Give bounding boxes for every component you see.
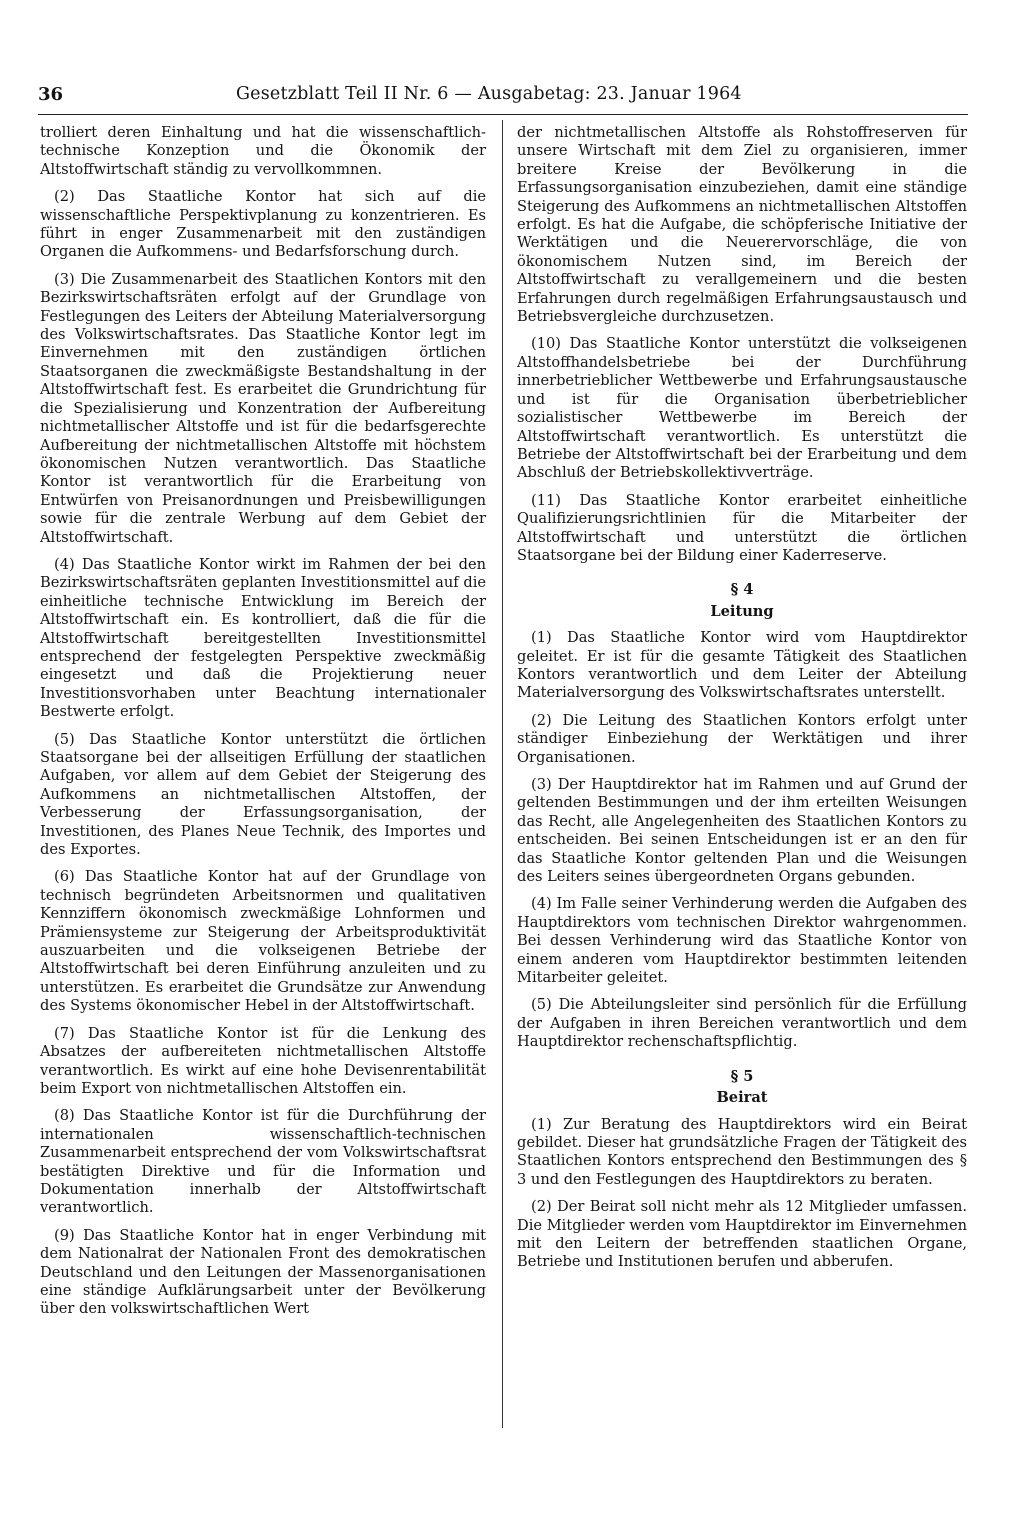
header-rule: [38, 114, 968, 115]
section-4-paragraph-1: (1) Das Staatliche Kontor wird vom Hauptdirektor geleitet. Er ist für die gesamte Tätigkeit des Staatlichen Kontors verantwortlich und dem Leiter der Abteilung Materialversorgung des Volkswirtschaftsrates unterstellt.: [517, 629, 967, 702]
paragraph-8: (8) Das Staatliche Kontor ist für die Durchführung der internationalen wissenschaftlich-technischen Zusammenarbeit entsprechend der vom Volkswirtschaftsrat bestätigten Direktive und für die Information und Dokumentation innerhalb der Altstoffwirtschaft verantwortlich.: [40, 1107, 486, 1217]
paragraph-continuation: trolliert deren Einhaltung und hat die wissenschaftlich-technische Konzeption und die Ökonomik der Altstoffwirtschaft ständig zu vervollkommnen.: [40, 124, 486, 178]
page-number: 36: [38, 84, 64, 105]
section-4-title: Leitung: [710, 602, 774, 620]
section-4-paragraph-5: (5) Die Abteilungsleiter sind persönlich für die Erfüllung der Aufgaben in ihren Bereichen verantwortlich und dem Hauptdirektor rechenschaftspflichtig.: [517, 996, 967, 1051]
section-4-number: § 4: [730, 581, 754, 599]
section-5-paragraph-1: (1) Zur Beratung des Hauptdirektors wird ein Beirat gebildet. Dieser hat grundsätzliche Fragen der Tätigkeit des Staatlichen Kontors entsprechend den Bestimmungen des § 3 und den Festlegungen des Hauptdirektors zu beraten.: [517, 1115, 967, 1188]
section-4-paragraph-4: (4) Im Falle seiner Verhinderung werden die Aufgaben des Hauptdirektors vom technischen Direktor wahrgenommen. Bei dessen Verhinderung wird das Staatliche Kontor von einem anderen vom Hauptdirektor bestimmten leitenden Mitarbeiter geleitet.: [517, 895, 967, 987]
left-column: [40, 124, 486, 1328]
section-5-title: Beirat: [716, 1089, 768, 1107]
running-title: Gesetzblatt Teil II Nr. 6 — Ausgabetag: 23. Januar 1964: [236, 84, 742, 104]
paragraph-4: (4) Das Staatliche Kontor wirkt im Rahmen der bei den Bezirkswirtschaftsräten geplanten Investitionsmittel auf die einheitliche technische Entwicklung im Bereich der Altstoffwirtschaft ein. Es kontrolliert, daß die für die Altstoffwirtschaft bereitgestellten Investitionsmittel entsprechend der festgelegten Perspektive zweckmäßig eingesetzt und daß die Projektierung neuer Investitionsvorhaben unter Beachtung internationaler Bestwerte erfolgt.: [40, 555, 486, 721]
paragraph-2: (2) Das Staatliche Kontor hat sich auf die wissenschaftliche Perspektivplanung zu konzentrieren. Es führt in enger Zusammenarbeit mit den zuständigen Organen die Aufkommens- und Bedarfsforschung durch.: [40, 188, 486, 261]
paragraph-10: (10) Das Staatliche Kontor unterstützt die volkseigenen Altstoffhandelsbetriebe bei der Durchführung innerbetrieblicher Wettbewerbe und Erfahrungsaustausche und ist für die Organisation überbetrieblicher sozialistischer Wettbewerbe im Bereich der Altstoffwirtschaft verantwortlich. Es unterstützt die Betriebe der Altstoffwirtschaft bei der Erarbeitung und dem Abschluß der Betriebskollektivverträge.: [517, 335, 967, 482]
section-4-paragraph-2: (2) Die Leitung des Staatlichen Kontors erfolgt unter ständiger Einbeziehung der Werktätigen und ihrer Organisationen.: [517, 711, 967, 766]
paragraph-6: (6) Das Staatliche Kontor hat auf der Grundlage von technisch begründeten Arbeitsnormen und qualitativen Kennziffern ökonomisch zweckmäßige Lohnformen und Prämiensysteme zur Steigerung der Arbeitsproduktivität auszuarbeiten und die volkseigenen Betriebe der Altstoffwirtschaft bei deren Einführung anzuleiten und zu unterstützen. Es erarbeitet die Grundsätze zur Anwendung des Systems ökonomischer Hebel in der Altstoffwirtschaft.: [40, 868, 486, 1015]
paragraph-3: (3) Die Zusammenarbeit des Staatlichen Kontors mit den Bezirkswirtschaftsräten erfolgt auf der Grundlage von Festlegungen des Leiters der Abteilung Materialversorgung des Volkswirtschaftsrates. Das Staatliche Kontor legt im Einvernehmen mit den zuständigen örtlichen Staatsorganen die zweckmäßigste Bestandshaltung in der Altstoffwirtschaft fest. Es erarbeitet die Grundrichtung für die Spezialisierung und Konzentration der Aufbereitung nichtmetallischer Altstoffe und ist für die bedarfsgerechte Aufbereitung der nichtmetallischen Altstoffe mit höchstem ökonomischen Nutzen verantwortlich. Das Staatliche Kontor ist verantwortlich für die Erarbeitung von Entwürfen von Preisanordnungen und Preisbewilligungen sowie für die zentrale Werbung auf dem Gebiet der Altstoffwirtschaft.: [40, 270, 486, 546]
paragraph-7: (7) Das Staatliche Kontor ist für die Lenkung des Absatzes der aufbereiteten nichtmetallischen Altstoffe verantwortlich. Es wirkt auf eine hohe Devisenrentabilität beim Export von nichtmetallischen Altstoffen ein.: [40, 1024, 486, 1097]
section-5-paragraph-2: (2) Der Beirat soll nicht mehr als 12 Mitglieder umfassen. Die Mitglieder werden vom Hauptdirektor im Einvernehmen mit den Leitern der betreffenden staatlichen Organe, Betriebe und Institutionen berufen und abberufen.: [517, 1198, 967, 1271]
column-divider: [502, 120, 503, 1428]
paragraph-11: (11) Das Staatliche Kontor erarbeitet einheitliche Qualifizierungsrichtlinien für die Mitarbeiter der Altstoffwirtschaft und unterstützt die örtlichen Staatsorgane bei der Bildung einer Kaderreserve.: [517, 491, 967, 564]
section-4-paragraph-3: (3) Der Hauptdirektor hat im Rahmen und auf Grund der geltenden Bestimmungen und der ihm erteilten Weisungen das Recht, alle Angelegenheiten des Staatlichen Kontors zu entscheiden. Bei seinen Entscheidungen ist er an den für das Staatliche Kontor geltenden Plan und die Weisungen des Leiters seines übergeordneten Organs gebunden.: [517, 776, 967, 886]
paragraph-9: (9) Das Staatliche Kontor hat in enger Verbindung mit dem Nationalrat der Nationalen Front des demokratischen Deutschland und den Leitungen der Massenorganisationen eine ständige Aufklärungsarbeit unter der Bevölkerung über den volkswirtschaftlichen Wert: [40, 1226, 486, 1318]
section-5-number: § 5: [730, 1067, 754, 1085]
paragraph-continuation-right: der nichtmetallischen Altstoffe als Rohstoffreserven für unsere Wirtschaft mit dem Ziel zu organisieren, immer breitere Kreise der Bevölkerung in die Erfassungsorganisation einzubeziehen, damit eine ständige Steigerung des Aufkommens an nichtmetallischen Altstoffen erfolgt. Es hat die Aufgabe, die schöpferische Initiative der Werktätigen und die Neuerervorschläge, die von ökonomischem Nutzen sind, im Bereich der Altstoffwirtschaft zu verallgemeinern und die besten Erfahrungen durch regelmäßigen Erfahrungsaustausch und Betriebsvergleiche durchzusetzen.: [517, 124, 967, 326]
right-column: [517, 124, 967, 1281]
paragraph-5: (5) Das Staatliche Kontor unterstützt die örtlichen Staatsorgane bei der allseitigen Erfüllung der staatlichen Aufgaben, vor allem auf dem Gebiet der Steigerung des Aufkommens an nichtmetallischen Altstoffen, der Verbesserung der Erfassungsorganisation, der Investitionen, des Planes Neue Technik, des Importes und des Exportes.: [40, 730, 486, 859]
